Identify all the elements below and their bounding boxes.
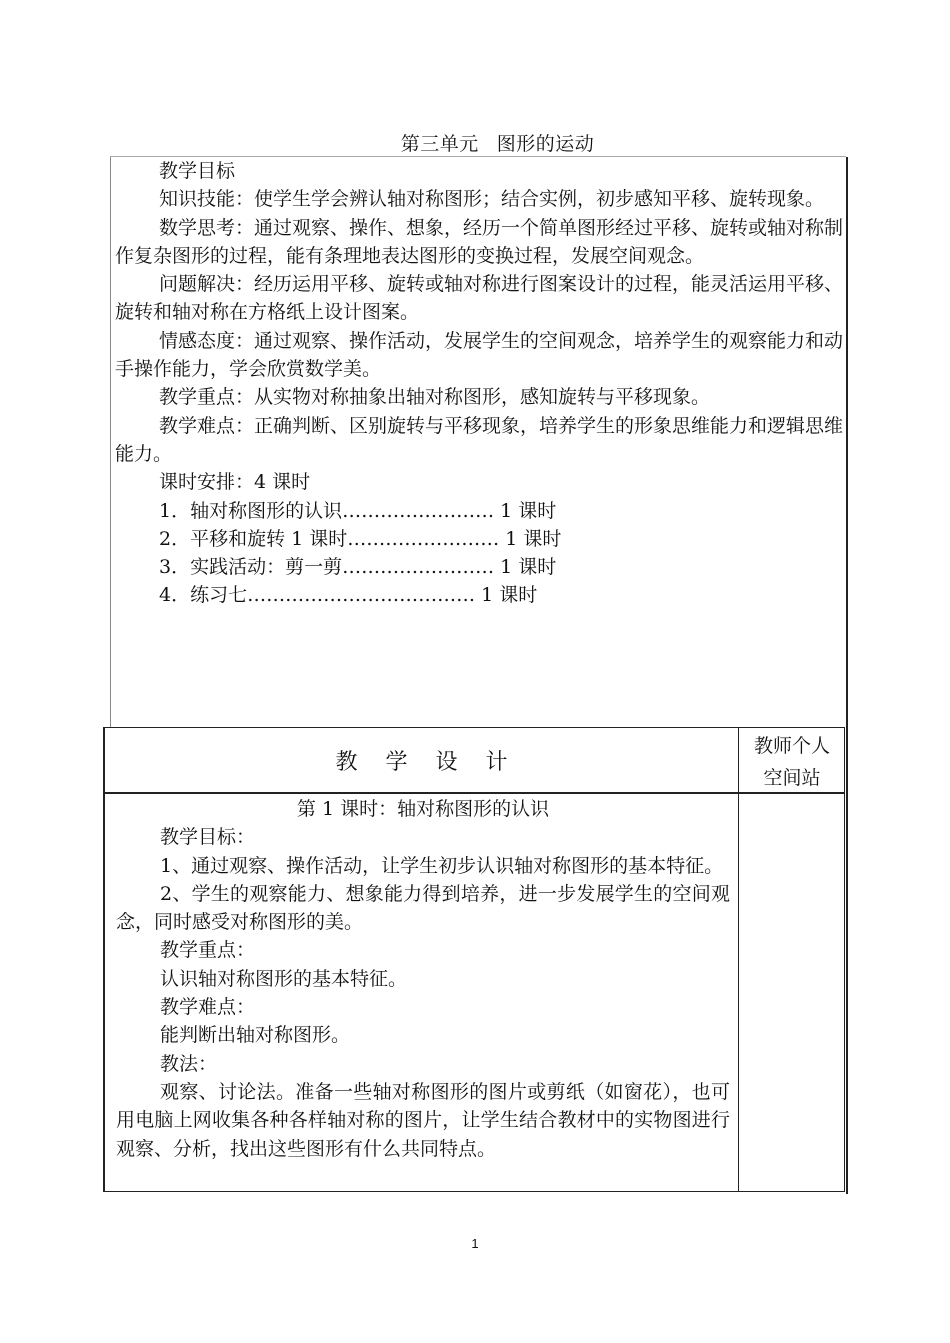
unit-title [0,129,950,156]
teaching-focus: 教学重点：从实物对称抽象出轴对称图形，感知旋转与平移现象。 [159,386,711,409]
schedule-item: 4．练习七……………………………… 1 课时 [159,584,538,607]
goal-attitude: 情感态度：通过观察、操作活动，发展学生的空间观念，培养学生的观察能力和动手操作能力，学会欣赏数学美。 [115,329,844,381]
unit-name: 图形的运动 [496,133,595,155]
teaching-design-table [103,727,845,1192]
unit-goals-heading: 教学目标 [159,160,236,182]
goal-problem-solving: 问题解决：经历运用平移、旋转或轴对称进行图案设计的过程，能灵活运用平移、旋转和轴对称在方格纸上设计图案。 [115,273,844,324]
lesson-arrangement: 课时安排：4 课时 [159,471,311,494]
lesson-line: 1、通过观察、操作活动，让学生初步认识轴对称图形的基本特征。 [160,854,724,877]
lesson-line: 能判断出轴对称图形。 [160,1024,351,1047]
lesson-line: 教学重点： [160,939,256,962]
lesson-line: 认识轴对称图形的基本特征。 [160,967,408,990]
teaching-difficulty: 教学难点：正确判断、区别旋转与平移现象，培养学生的形象思维能力和逻辑思维能力。 [115,414,844,465]
lesson-line: 教法： [160,1052,218,1075]
lesson-line: 2、学生的观察能力、想象能力得到培养，进一步发展学生的空间观念，同时感受对称图形的美。 [116,882,730,934]
lesson-line: 教学目标： [160,826,256,849]
header-side-line2: 空间站 [763,767,821,789]
schedule-item: 3．实践活动：剪一剪…………………… 1 课时 [159,556,557,579]
lesson-line: 观察、讨论法。准备一些轴对称图形的图片或剪纸（如窗花），也可用电脑上网收集各种各样轴对称的图片，让学生结合教材中的实物图进行观察、分析，找出这些图形有什么共同特点。 [116,1080,730,1160]
goal-knowledge: 知识技能：使学生学会辨认轴对称图形；结合实例，初步感知平移、旋转现象。 [159,188,825,211]
header-side-line1: 教师个人 [753,735,830,757]
page-number: 1 [471,1236,479,1251]
schedule-item: 1．轴对称图形的认识…………………… 1 课时 [159,499,557,522]
lesson-line: 教学难点： [160,996,256,1019]
lesson-content [105,794,739,1191]
table-header-design: 教学设计 [105,728,739,794]
unit-goals-section [115,157,843,610]
upper-right-border [846,157,848,1194]
upper-left-border [110,157,111,727]
goal-thinking: 数学思考：通过观察、操作、想象，经历一个简单图形经过平移、旋转或轴对称制作复杂图形的过程，能有条理地表达图形的变换过程，发展空间观念。 [115,216,844,267]
schedule-item: 2．平移和旋转 1 课时…………………… 1 课时 [159,527,562,550]
table-header-teacher-space [739,728,845,794]
unit-number: 第三单元 [400,133,479,155]
lesson-title: 第 1 课时：轴对称图形的认识 [296,798,550,820]
